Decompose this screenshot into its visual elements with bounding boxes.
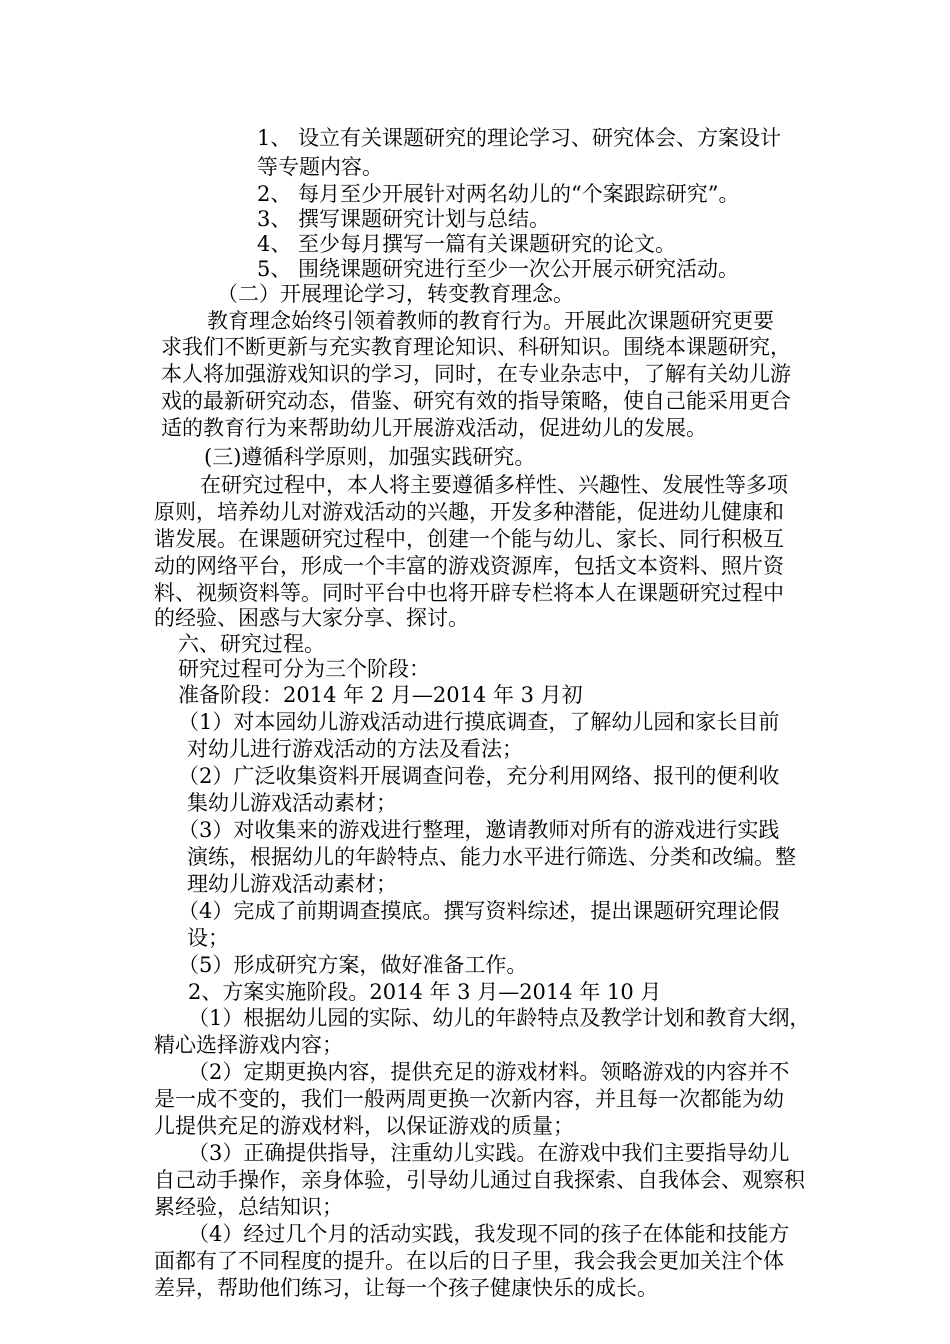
- stage-item-line: 理幼儿游戏活动素材；: [187, 872, 397, 896]
- paragraph-line: 戏的最新研究动态，借鉴、研究有效的指导策略，使自己能采用更合: [161, 389, 791, 413]
- stage-item-line: （3）对收集来的游戏进行整理，邀请教师对所有的游戏进行实践: [178, 818, 780, 842]
- list-item-3: 3、 撰写课题研究计划与总结。: [257, 207, 551, 231]
- stage-item-line: （4）经过几个月的活动实践，我发现不同的孩子在体能和技能方: [188, 1222, 790, 1246]
- paragraph-line: 教育理念始终引领着教师的教育行为。开展此次课题研究更要: [207, 309, 774, 333]
- stage-item-line: 设；: [187, 926, 229, 950]
- stage-heading: 准备阶段：2014 年 2 月—2014 年 3 月初: [178, 683, 583, 707]
- list-item-1-cont: 等专题内容。: [257, 155, 383, 179]
- paragraph-line: 原则，培养幼儿对游戏活动的兴趣，开发多种潜能，促进幼儿健康和: [154, 500, 784, 524]
- paragraph-line: 谐发展。在课题研究过程中，创建一个能与幼儿、家长、同行积极互: [154, 527, 784, 551]
- paragraph-line: 动的网络平台，形成一个丰富的游戏资源库，包括文本资料、照片资: [154, 554, 784, 578]
- section-heading-6: 六、研究过程。: [178, 632, 325, 656]
- stage-item-line: 演练，根据幼儿的年龄特点、能力水平进行筛选、分类和改编。整: [187, 845, 796, 869]
- stage-item-line: 累经验，总结知识；: [154, 1195, 343, 1219]
- paragraph-line: 在研究过程中，本人将主要遵循多样性、兴趣性、发展性等多项: [200, 473, 788, 497]
- paragraph-line: 适的教育行为来帮助幼儿开展游戏活动，促进幼儿的发展。: [161, 416, 707, 440]
- stage-item-line: （1）对本园幼儿游戏活动进行摸底调查，了解幼儿园和家长目前: [178, 710, 780, 734]
- stage-heading: 2、方案实施阶段。2014 年 3 月—2014 年 10 月: [188, 980, 662, 1004]
- stage-item-line: （1）根据幼儿园的实际、幼儿的年龄特点及教学计划和教育大纲，: [188, 1006, 811, 1030]
- stage-item-line: 对幼儿进行游戏活动的方法及看法；: [187, 737, 523, 761]
- paragraph-line: 研究过程可分为三个阶段：: [178, 657, 430, 681]
- stage-item-line: 精心选择游戏内容；: [154, 1033, 343, 1057]
- paragraph-line: 本人将加强游戏知识的学习，同时，在专业杂志中，了解有关幼儿游: [161, 362, 791, 386]
- paragraph-line: 料、视频资料等。同时平台中也将开辟专栏将本人在课题研究过程中: [154, 581, 784, 605]
- section-heading-2: （二）开展理论学习，转变教育理念。: [217, 282, 574, 306]
- stage-item-line: （5）形成研究方案，做好准备工作。: [178, 953, 528, 977]
- stage-item-line: 差异，帮助他们练习，让每一个孩子健康快乐的成长。: [154, 1276, 658, 1300]
- paragraph-line: 求我们不断更新与充实教育理论知识、科研知识。围绕本课题研究，: [161, 335, 791, 359]
- stage-item-line: （4）完成了前期调查摸底。撰写资料综述，提出课题研究理论假: [178, 899, 780, 923]
- list-item-5: 5、 围绕课题研究进行至少一次公开展示研究活动。: [257, 257, 740, 281]
- stage-item-line: 自己动手操作，亲身体验，引导幼儿通过自我探索、自我体会、观察积: [154, 1168, 805, 1192]
- stage-item-line: 集幼儿游戏活动素材；: [187, 791, 397, 815]
- stage-item-line: 是一成不变的，我们一般两周更换一次新内容，并且每一次都能为幼: [154, 1087, 784, 1111]
- stage-item-line: （2）定期更换内容，提供充足的游戏材料。领略游戏的内容并不: [188, 1060, 790, 1084]
- list-item-1: 1、 设立有关课题研究的理论学习、研究体会、方案设计: [257, 126, 782, 150]
- list-item-2: 2、 每月至少开展针对两名幼儿的“个案跟踪研究”。: [257, 182, 740, 206]
- section-heading-3: (三)遵循科学原则，加强实践研究。: [204, 445, 536, 469]
- stage-item-line: 儿提供充足的游戏材料，以保证游戏的质量；: [154, 1114, 574, 1138]
- stage-item-line: （3）正确提供指导，注重幼儿实践。在游戏中我们主要指导幼儿: [188, 1141, 790, 1165]
- paragraph-line: 的经验、困惑与大家分享、探讨。: [154, 606, 469, 630]
- stage-item-line: （2）广泛收集资料开展调查问卷，充分利用网络、报刊的便利收: [178, 764, 780, 788]
- list-item-4: 4、 至少每月撰写一篇有关课题研究的论文。: [257, 232, 677, 256]
- stage-item-line: 面都有了不同程度的提升。在以后的日子里，我会我会更加关注个体: [154, 1249, 784, 1273]
